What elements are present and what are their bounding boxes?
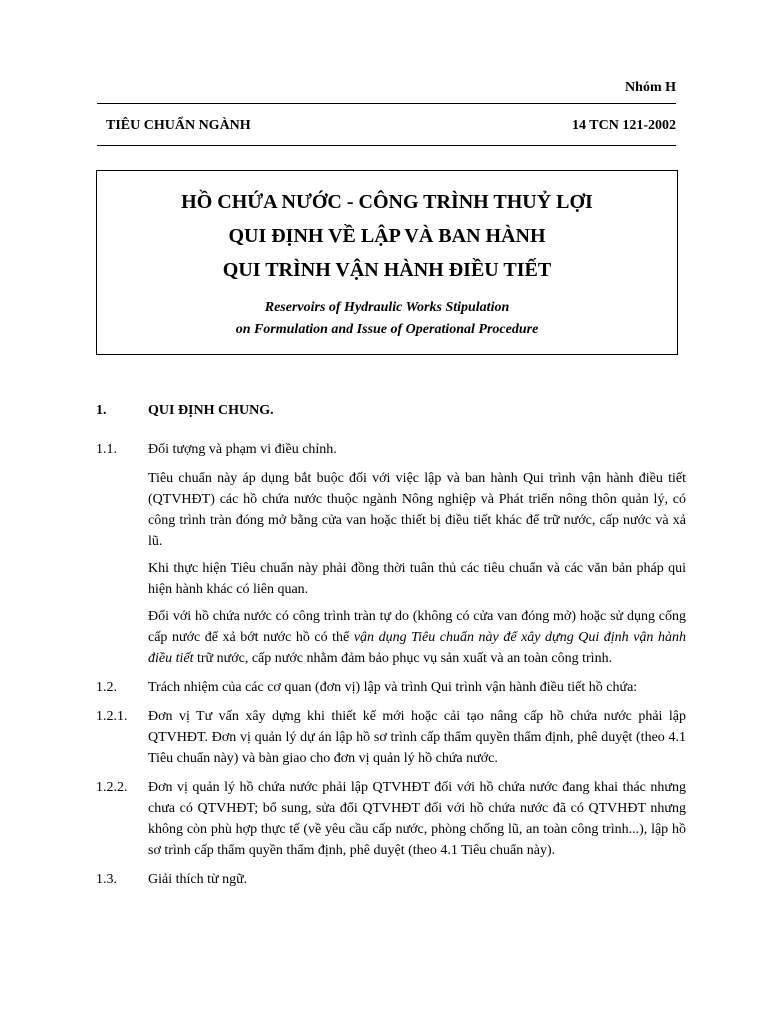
section-title: Giải thích từ ngữ. — [148, 872, 248, 887]
paragraph-text: Đối với hồ chứa nước có công trình tràn tự do (không có cửa van đóng mở) hoặc sử dụng cống cấp nước để xả bớt nước hồ có thể — [148, 609, 686, 645]
document-header — [106, 118, 676, 134]
section-1-2-heading — [96, 677, 686, 698]
standard-code: 14 TCN 121-2002 — [572, 118, 676, 133]
section-1-2-2 — [96, 777, 686, 861]
section-number: 1. — [96, 403, 107, 418]
section-title: Đối tượng và phạm vi điều chỉnh. — [148, 442, 337, 457]
title-box — [96, 170, 678, 355]
section-text: Đơn vị Tư vấn xây dựng khi thiết kế mới hoặc cải tạo nâng cấp hồ chứa nước phải lập QTVHĐT. Đơn vị quản lý dự án lập hồ sơ trình cấp thẩm quyền thẩm định, phê duyệt (theo 4.1 Tiêu chuẩn này) và bàn giao cho đơn vị quản lý hồ chứa nước. — [148, 709, 686, 766]
paragraph-emphasis: vận dụng Tiêu chuẩn này để xây dựng Qui định vận hành điều tiết — [148, 630, 686, 666]
header-top-rule — [97, 103, 676, 104]
section-1-2-1 — [96, 706, 686, 769]
section-title: QUI ĐỊNH CHUNG. — [148, 403, 274, 418]
section-number: 1.2.2. — [96, 780, 128, 795]
title-line-3: QUI TRÌNH VẬN HÀNH ĐIỀU TIẾT — [222, 259, 552, 281]
document-body — [96, 400, 686, 890]
document-group: Nhóm H — [625, 80, 676, 95]
section-1-3-heading — [96, 869, 686, 890]
header-bottom-rule — [97, 145, 676, 146]
paragraph: Tiêu chuẩn này áp dụng bắt buộc đối với việc lập và ban hành Qui trình vận hành điều tiết (QTVHĐT) các hồ chứa nước thuộc ngành Nông nghiệp và Phát triển nông thôn quản lý, có công trình tràn đóng mở bằng cửa van hoặc thiết bị điều tiết khác để trữ nước, cấp nước và xả lũ. — [148, 471, 686, 549]
paragraph — [148, 606, 686, 669]
standard-type: TIÊU CHUẨN NGÀNH — [106, 118, 251, 133]
section-number: 1.3. — [96, 872, 117, 887]
title-line-2: QUI ĐỊNH VỀ LẬP VÀ BAN HÀNH — [228, 225, 546, 247]
english-title-line-1: Reservoirs of Hydraulic Works Stipulation — [264, 300, 510, 315]
section-1-heading — [96, 400, 686, 421]
section-1-1-heading — [96, 439, 686, 460]
title-line-1: HỒ CHỨA NƯỚC - CÔNG TRÌNH THUỶ LỢI — [181, 191, 593, 213]
section-number: 1.1. — [96, 442, 117, 457]
section-number: 1.2.1. — [96, 709, 128, 724]
paragraph-text: trữ nước, cấp nước nhằm đảm bảo phục vụ sản xuất và an toàn công trình. — [193, 651, 613, 666]
english-title-line-2: on Formulation and Issue of Operational Procedure — [235, 322, 539, 337]
section-title: Trách nhiệm của các cơ quan (đơn vị) lập và trình Qui trình vận hành điều tiết hồ chứa: — [148, 680, 638, 695]
paragraph: Khi thực hiện Tiêu chuẩn này phải đồng thời tuân thủ các tiêu chuẩn và các văn bản pháp qui hiện hành khác có liên quan. — [148, 561, 686, 597]
section-text: Đơn vị quản lý hồ chứa nước phải lập QTVHĐT đối với hồ chứa nước đang khai thác nhưng chưa có QTVHĐT; bổ sung, sửa đổi QTVHĐT đối với hồ chứa nước đã có QTVHĐT nhưng không còn phù hợp thực tế (về yêu cầu cấp nước, phòng chống lũ, an toàn công trình...), lập hồ sơ trình cấp thẩm quyền thẩm định, phê duyệt (theo 4.1 Tiêu chuẩn này). — [148, 780, 686, 858]
section-number: 1.2. — [96, 680, 117, 695]
